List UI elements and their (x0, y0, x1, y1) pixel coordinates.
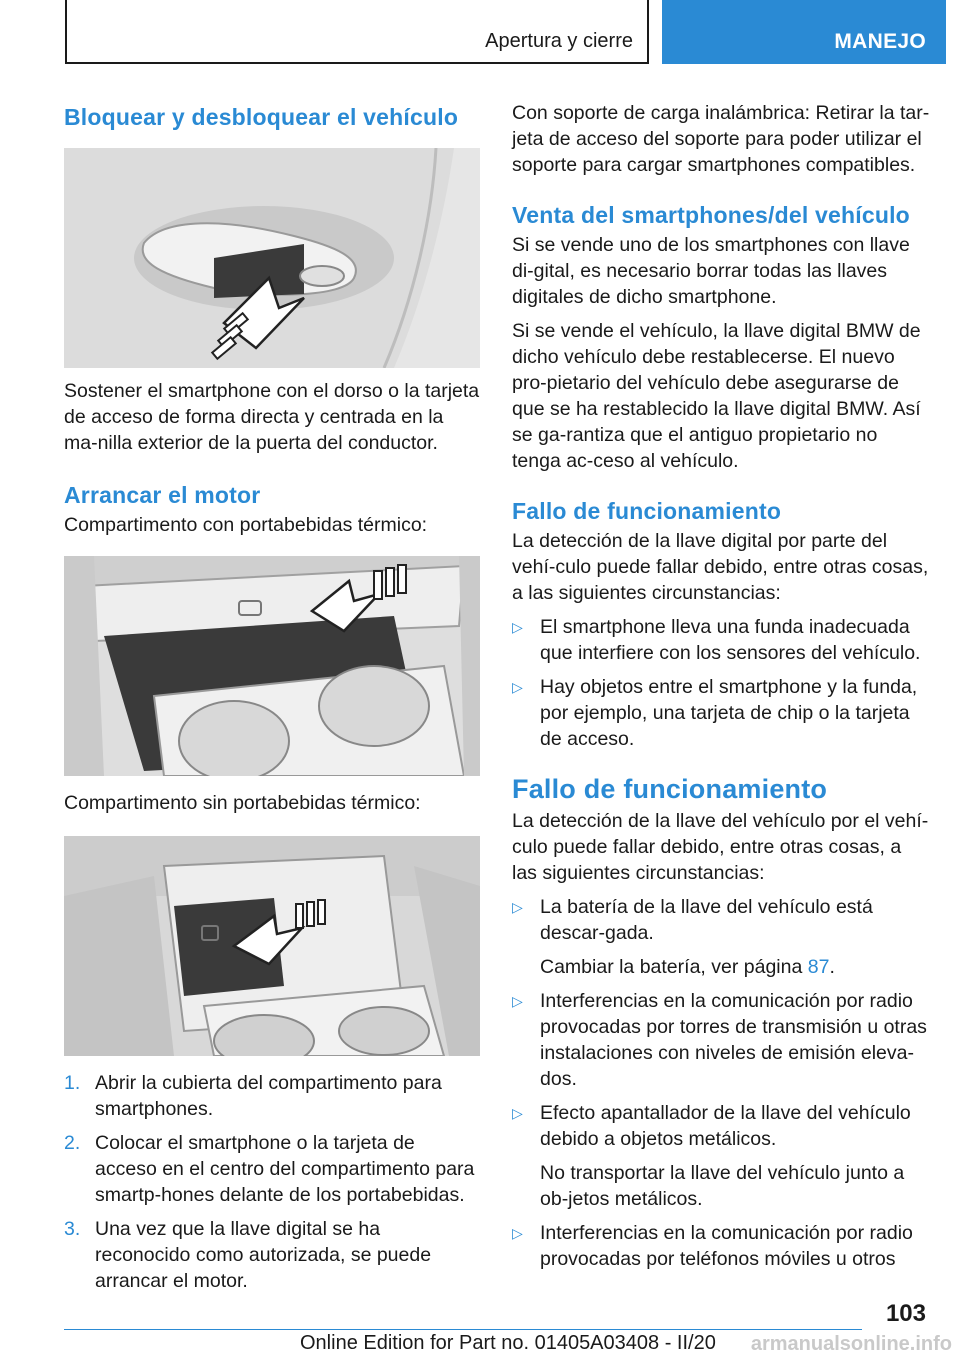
header-section-box (65, 0, 649, 64)
step-number: 3. (64, 1218, 81, 1240)
triangle-bullet-icon: ▷ (512, 679, 523, 695)
step-3 (64, 1216, 480, 1294)
list-item-detail: Cambiar la batería, ver página 87. (540, 956, 835, 978)
paragraph-fault-vehicle-key: La detección de la llave del vehículo por el vehí-culo puede fallar debido, entre otras cosas, a las siguientes circunstancias: (512, 810, 929, 884)
step-1 (64, 1070, 480, 1122)
list-item: ▷ Efecto apantallador de la llave del vehículo debido a objetos metálicos. No transportar la llave del vehículo junto a ob-jetos metálicos. (512, 1100, 930, 1212)
header-chapter-label: MANEJO (834, 30, 926, 53)
triangle-bullet-icon: ▷ (512, 1105, 523, 1121)
paragraph-with-cupholder: Compartimento con portabebidas térmico: (64, 514, 428, 536)
heading-fault-digital-key: Fallo de funcionamiento (512, 498, 782, 524)
left-column (64, 100, 480, 1294)
right-column (512, 100, 930, 1272)
paragraph-sale-1: Si se vende uno de los smartphones con llave di-gital, es necesario borrar todas las llaves digitales de dicho smartphone. (512, 234, 910, 308)
door-handle-illustration (64, 148, 480, 368)
list-item: ▷ Interferencias en la comunicación por radio provocadas por torres de transmisión u otras instalaciones con niveles de emisión eleva-dos. (512, 990, 927, 1090)
heading-start-engine: Arrancar el motor (64, 482, 261, 508)
footer-edition: Online Edition for Part no. 01405A03408 - II/20 (300, 1332, 716, 1354)
paragraph-sale-2: Si se vende el vehículo, la llave digital BMW de dicho vehículo debe restablecerse. El nuevo pro-pietario del vehículo debe asegurarse de que se ha restablecido la llave digital BMW. Así se ga-rantiza que el antiguo propietario no tenga ac-ceso al vehículo. (512, 320, 921, 472)
page-number: 103 (885, 1300, 926, 1327)
step-2 (64, 1130, 480, 1208)
triangle-bullet-icon: ▷ (512, 619, 523, 635)
step-number: 2. (64, 1132, 81, 1154)
page-reference-link[interactable]: 87 (807, 956, 830, 978)
paragraph-wireless-charging: Con soporte de carga inalámbrica: Retirar la tar-jeta de acceso del soporte para poder utilizar el soporte para cargar smartphones compatibles. (512, 102, 930, 176)
list-item: ▷ El smartphone lleva una funda inadecuada que interfiere con los sensores del vehículo. (512, 616, 921, 664)
heading-sale: Venta del smartphones/del vehículo (512, 202, 910, 228)
step-text: Colocar el smartphone o la tarjeta de acceso en el centro del compartimento para smartp-hones delante de los portabebidas. (95, 1132, 475, 1206)
compartment-thermal-illustration (64, 556, 480, 776)
triangle-bullet-icon: ▷ (512, 993, 523, 1009)
fault-digital-key-list (512, 614, 930, 752)
heading-fault-vehicle-key: Fallo de funcionamiento (512, 774, 828, 804)
compartment-standard-illustration (64, 836, 480, 1056)
start-steps-list (64, 1070, 480, 1294)
paragraph-without-cupholder: Compartimento sin portabebidas térmico: (64, 792, 421, 814)
header-section-title: Apertura y cierre (485, 30, 633, 52)
step-text: Abrir la cubierta del compartimento para smartphones. (95, 1072, 442, 1120)
triangle-bullet-icon: ▷ (512, 899, 523, 915)
paragraph-fault-digital-key: La detección de la llave digital por parte del vehí-culo puede fallar debido, entre otras cosas, a las siguientes circunstancias: (512, 530, 929, 604)
list-item-detail: No transportar la llave del vehículo junto a ob-jetos metálicos. (540, 1162, 905, 1210)
list-item: ▷ Interferencias en la comunicación por radio provocadas por teléfonos móviles u otros (512, 1222, 913, 1270)
header-chapter-tab (662, 0, 946, 64)
heading-lock-unlock: Bloquear y desbloquear el vehículo (64, 104, 459, 130)
list-item: ▷ Hay objetos entre el smartphone y la funda, por ejemplo, una tarjeta de chip o la tarjeta de acceso. (512, 676, 918, 750)
step-text: Una vez que la llave digital se ha reconocido como autorizada, se puede arrancar el motor. (95, 1218, 432, 1292)
triangle-bullet-icon: ▷ (512, 1225, 523, 1241)
footer-rule (64, 1329, 862, 1330)
list-item: ▷ La batería de la llave del vehículo está descar-gada. Cambiar la batería, ver página 87. (512, 894, 930, 980)
fault-vehicle-key-list (512, 894, 930, 1272)
watermark: armanualsonline.info (750, 1333, 952, 1355)
step-number: 1. (64, 1072, 81, 1094)
paragraph-lock: Sostener el smartphone con el dorso o la tarjeta de acceso de forma directa y centrada en la ma-nilla exterior de la puerta del conductor. (64, 380, 480, 454)
